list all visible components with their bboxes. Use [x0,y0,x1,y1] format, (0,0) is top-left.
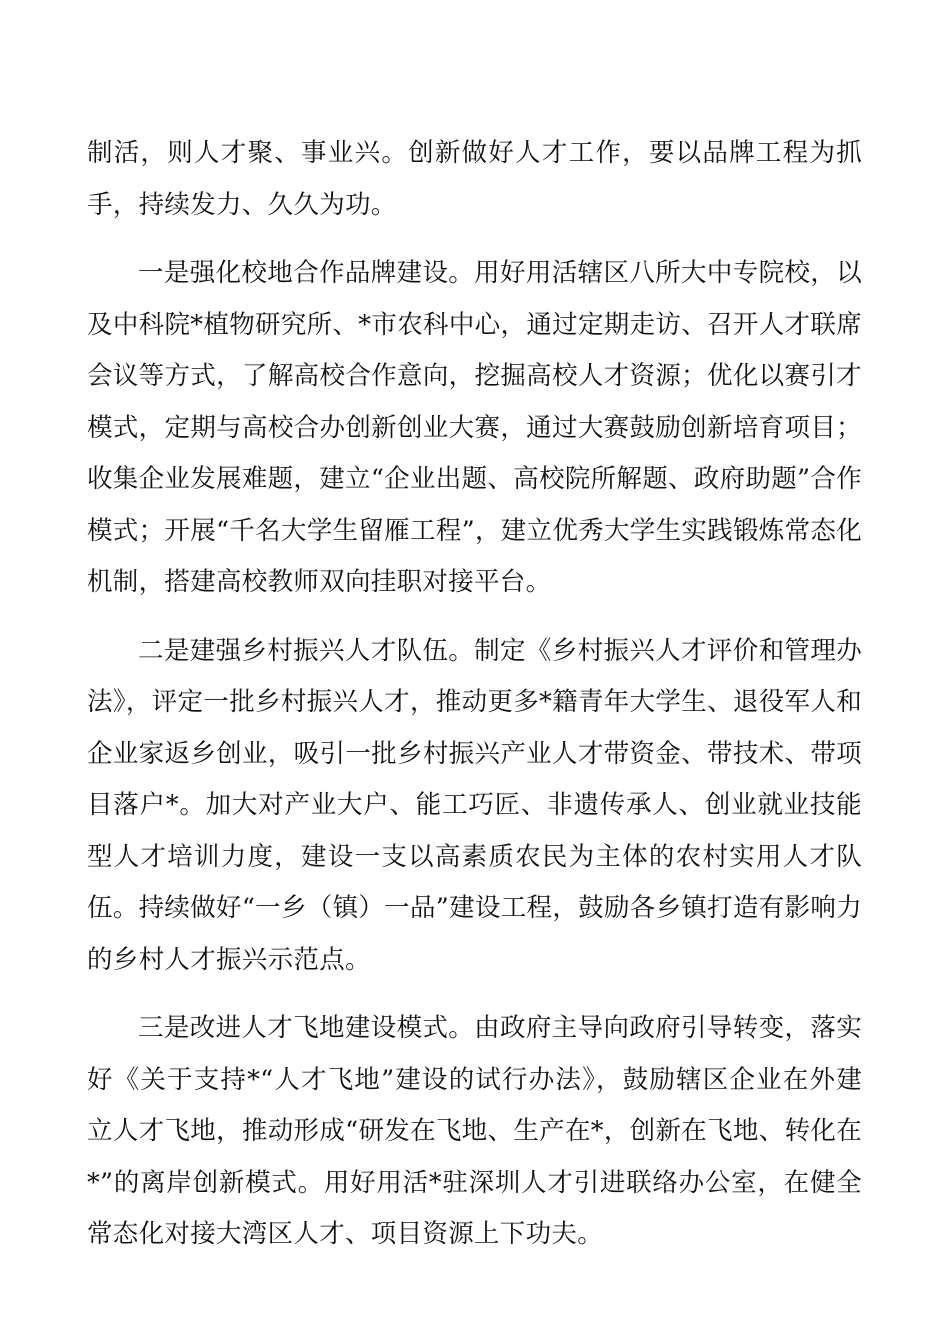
paragraph-school-cooperation: 一是强化校地合作品牌建设。用好用活辖区八所大中专院校，以及中科院*植物研究所、*市农科中心，通过定期走访、召开人才联席会议等方式，了解高校合作意向，挖掘高校人才资源；优化以赛引才模式，定期与高校合办创新创业大赛，通过大赛鼓励创新培育项目；收集企业发展难题，建立“企业出题、高校院所解题、政府助题”合作模式；开展“千名大学生留雁工程”，建立优秀大学生实践锻炼常态化机制，搭建高校教师双向挂职对接平台。 [87,258,862,597]
paragraph-talent-enclave: 三是改进人才飞地建设模式。由政府主导向政府引导转变，落实好《关于支持*“人才飞地”建设的试行办法》，鼓励辖区企业在外建立人才飞地，推动形成“研发在飞地、生产在*，创新在飞地、转化在*”的离岸创新模式。用好用活*驻深圳人才引进联络办公室，在健全常态化对接大湾区人才、项目资源上下功夫。 [87,1013,862,1249]
document-body [87,128,862,1278]
paragraph-continuation: 制活，则人才聚、事业兴。创新做好人才工作，要以品牌工程为抓手，持续发力、久久为功。 [87,138,862,220]
paragraph-rural-talent: 二是建强乡村振兴人才队伍。制定《乡村振兴人才评价和管理办法》，评定一批乡村振兴人才，推动更多*籍青年大学生、退役军人和企业家返乡创业，吸引一批乡村振兴产业人才带资金、带技术、带项目落户*。加大对产业大户、能工巧匠、非遗传承人、创业就业技能型人才培训力度，建设一支以高素质农民为主体的农村实用人才队伍。持续做好“一乡（镇）一品”建设工程，鼓励各乡镇打造有影响力的乡村人才振兴示范点。 [87,635,862,975]
